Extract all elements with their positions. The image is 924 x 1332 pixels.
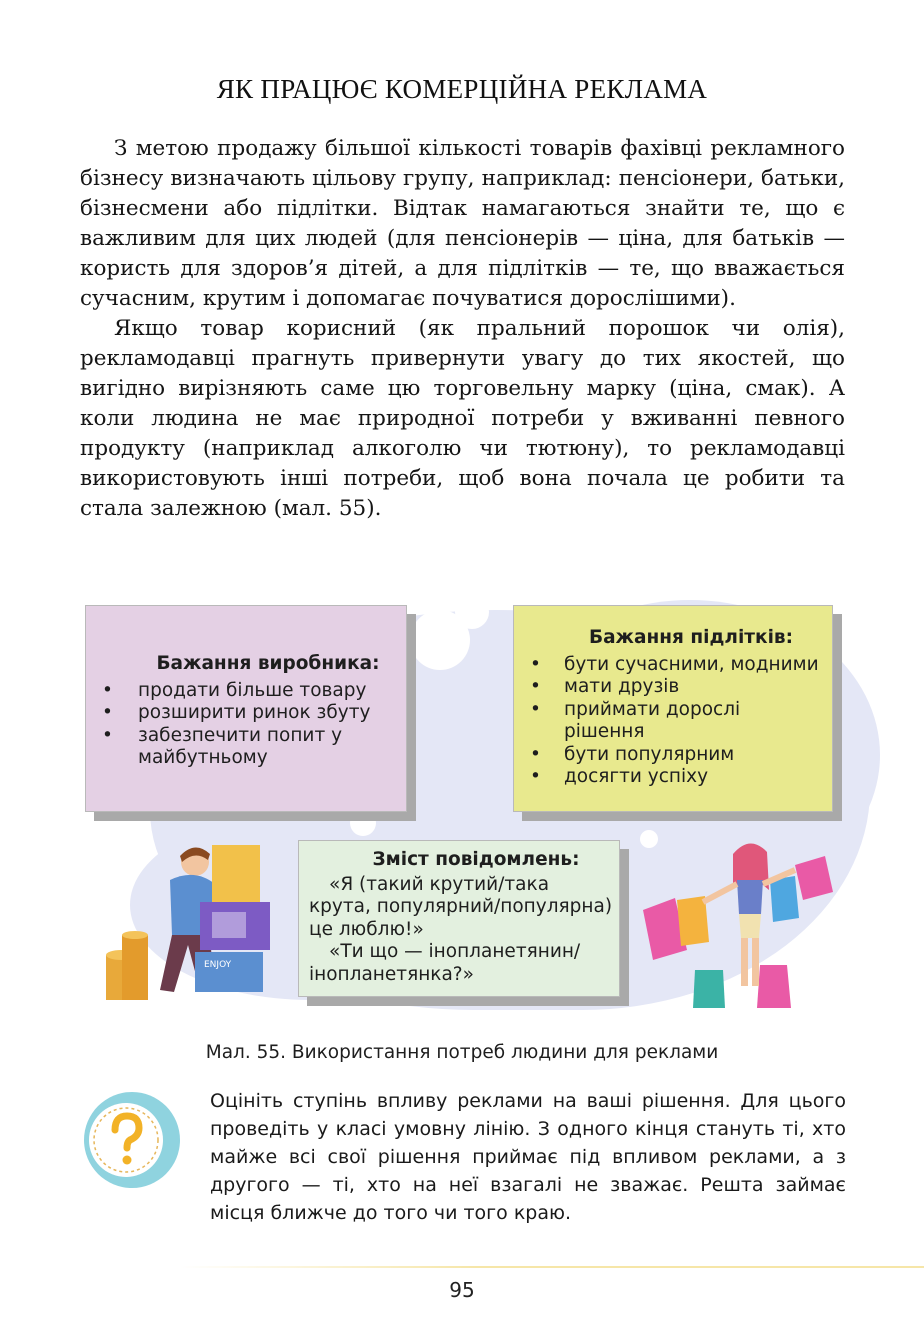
bubble-decoration xyxy=(455,595,489,629)
footer-divider xyxy=(180,1266,924,1268)
paragraph: З метою продажу більшої кількості товарів фахівці рекламного бізнесу визначають цільову групу, наприклад: пенсіонери, батьки, бізнесмени або підлітки. Відтак намагаються знайти те, що є важливим для цих людей (для пенсіонерів — ціна, для батьків — користь для здоров’я дітей, а для підлітків — те, що вважається сучасним, крутим і допомагає почуватися дорослішими). xyxy=(80,136,845,311)
teens-wishes-list xyxy=(516,654,826,789)
page-title: ЯК ПРАЦЮЄ КОМЕРЦІЙНА РЕКЛАМА xyxy=(216,74,708,104)
list-item: • бути сучасними, модними xyxy=(516,654,826,677)
card-heading: Зміст повідомлень: xyxy=(372,849,580,870)
task-text: Оцініть ступінь впливу реклами на ваші рішення. Для цього проведіть у класі умовну лінію. З одного кінця стануть ті, хто майже всі свої рішення приймає під впливом реклами, а з другого — ті, хто на неї взагалі не зважає. Решта займає місця ближче до того чи того краю. xyxy=(210,1090,846,1224)
figure-caption: Мал. 55. Використання потреб людини для реклами xyxy=(205,1042,719,1063)
coin-stack-icon xyxy=(106,931,148,1000)
list-item: • бути популярним xyxy=(516,744,826,767)
producer-wishes-card xyxy=(85,605,407,812)
card-heading: Бажання виробника: xyxy=(156,653,380,674)
list-item: • досягти успіху xyxy=(516,766,826,789)
producer-illustration xyxy=(100,840,270,1010)
paragraph: Якщо товар корисний (як пральний порошок чи олія), рекламодавці прагнуть привернути увагу до тих якостей, що вигідно вирізняють саме цю торговельну марку (ціна, смак). А коли людина не має природної потреби у вживанні певного продукту (наприклад алкоголю чи тютюну), то рекламодавці використовують інші потреби, щоб вона почала це робити та стала залежною (мал. 55). xyxy=(80,316,845,521)
list-item: • приймати дорослі рішення xyxy=(516,699,826,744)
message-quote: «Ти що — інопланетянин/інопланетянка?» xyxy=(309,941,581,985)
list-item: • забезпечити попит у майбутньому xyxy=(88,725,398,770)
page-number: 95 xyxy=(449,1278,475,1302)
bubble-decoration xyxy=(350,810,376,836)
body-text xyxy=(80,134,845,524)
card-heading: Бажання підлітків: xyxy=(588,627,794,648)
list-item: • розширити ринок збуту xyxy=(88,702,398,725)
message-quote: «Я (такий крутий/така крута, популярний/популярна) це люблю!» xyxy=(309,873,613,940)
question-mark-icon xyxy=(82,1090,182,1190)
shopper-illustration xyxy=(635,840,845,1010)
message-content-card xyxy=(298,840,620,997)
list-item: • мати друзів xyxy=(516,676,826,699)
box-label: ENJOY xyxy=(204,960,232,970)
list-item: • продати більше товару xyxy=(88,680,398,703)
producer-wishes-list xyxy=(88,680,398,770)
teens-wishes-card xyxy=(513,605,833,812)
figure-55 xyxy=(0,590,924,1020)
